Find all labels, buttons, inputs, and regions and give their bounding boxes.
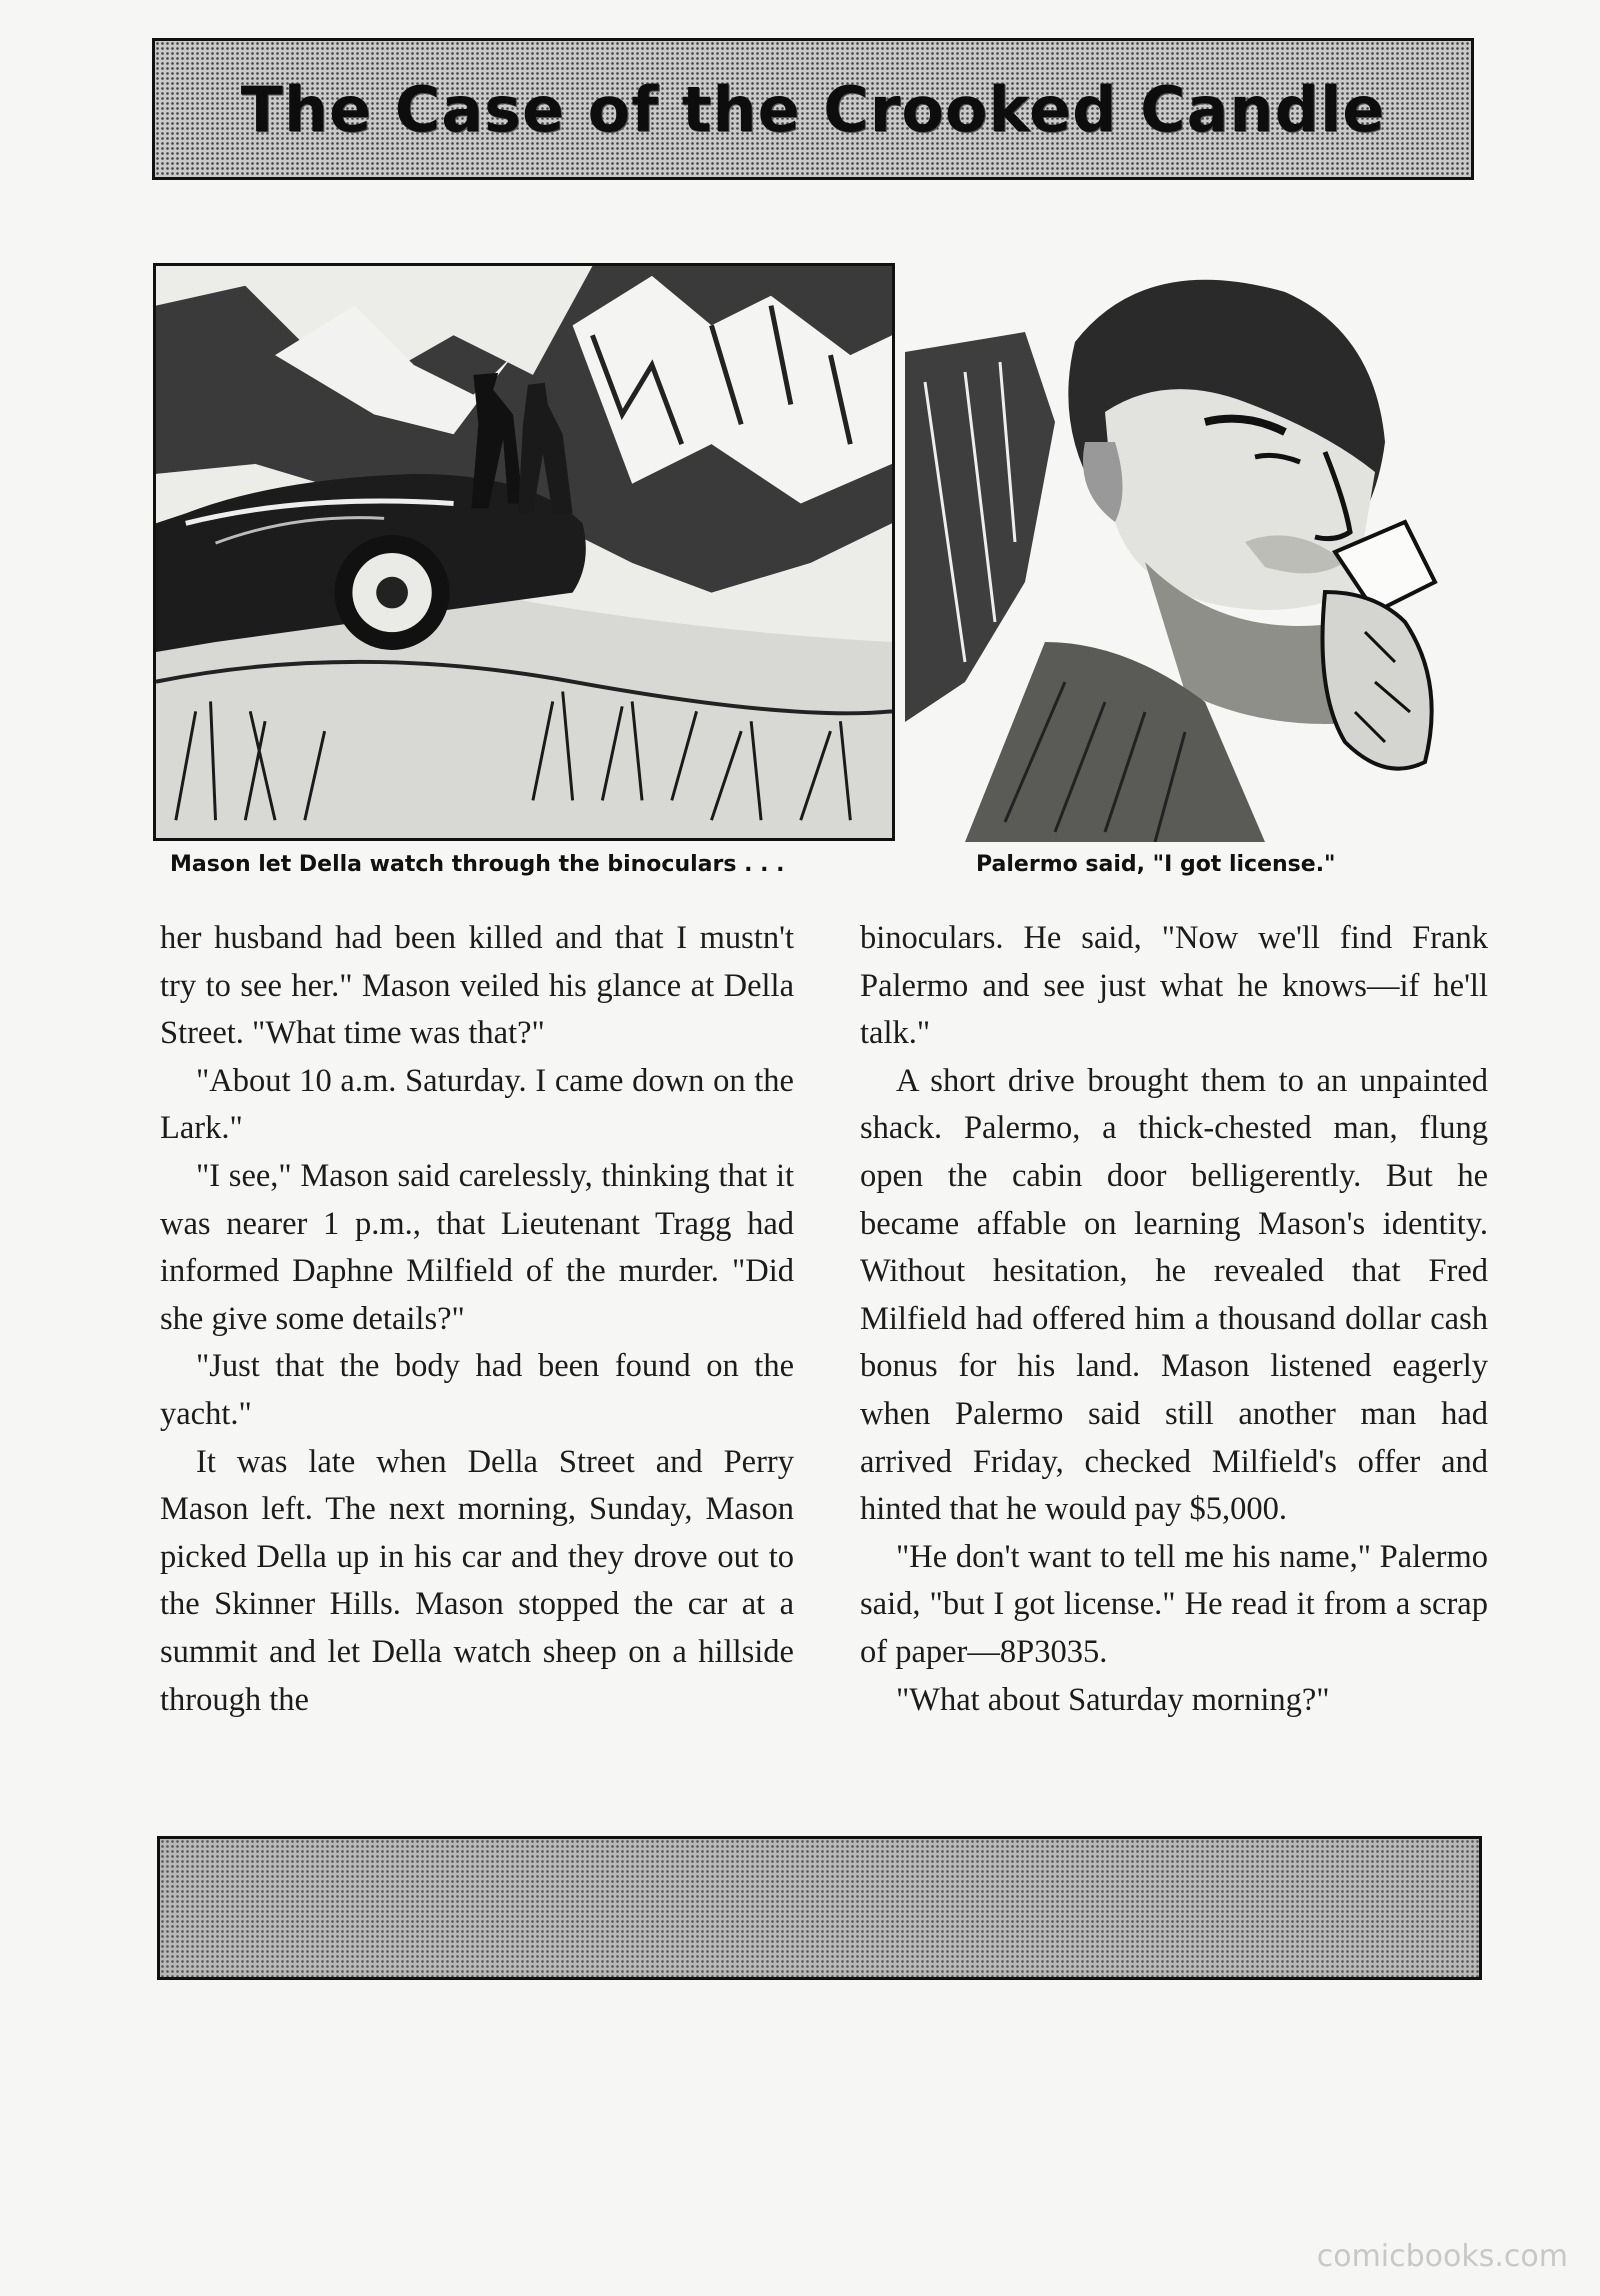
palermo-portrait-illustration xyxy=(905,262,1485,842)
right-panel-caption: Palermo said, "I got license." xyxy=(976,852,1336,877)
car-mountain-illustration xyxy=(156,266,892,838)
paragraph: "Just that the body had been found on the yacht." xyxy=(160,1348,794,1432)
paragraph: "He don't want to tell me his name," Palermo said, "but I got license." He read it from a scrap of paper—8P3035. xyxy=(860,1538,1488,1670)
left-text-column xyxy=(160,915,794,1724)
paragraph: A short drive brought them to an unpainted shack. Palermo, a thick-chested man, flung open the cabin door belligerently. But he became affable on learning Mason's identity. Without hesitation, he revealed that Fred Milfield had offered him a thousand dollar cash bonus for his land. Mason listened eagerly when Palermo said still another man had arrived Friday, checked Milfield's offer and hinted that he would pay $5,000. xyxy=(860,1062,1488,1528)
illustration-car-panel xyxy=(153,263,895,841)
bottom-banner xyxy=(157,1836,1482,1980)
paragraph: "What about Saturday morning?" xyxy=(896,1681,1330,1718)
left-panel-caption: Mason let Della watch through the binoculars . . . xyxy=(170,852,785,877)
paragraph: binoculars. He said, "Now we'll find Frank Palermo and see just what he knows—if he'll talk." xyxy=(860,920,1488,1052)
page-title: The Case of the Crooked Candle xyxy=(240,72,1386,146)
paragraph: her husband had been killed and that I mustn't try to see her." Mason veiled his glance at Della Street. "What time was that?" xyxy=(160,920,794,1052)
title-banner xyxy=(152,38,1474,180)
paragraph: "I see," Mason said carelessly, thinking that it was nearer 1 p.m., that Lieutenant Tragg had informed Daphne Milfield of the murder. "Did she give some details?" xyxy=(160,1157,794,1337)
illustration-palermo-panel xyxy=(905,262,1485,842)
paragraph: "About 10 a.m. Saturday. I came down on the Lark." xyxy=(160,1062,794,1147)
watermark: comicbooks.com xyxy=(1316,2239,1568,2274)
right-text-column xyxy=(860,915,1488,1724)
paragraph: It was late when Della Street and Perry Mason left. The next morning, Sunday, Mason picked Della up in his car and they drove out to the Skinner Hills. Mason stopped the car at a summit and let Della watch sheep on a hillside through the xyxy=(160,1443,794,1718)
